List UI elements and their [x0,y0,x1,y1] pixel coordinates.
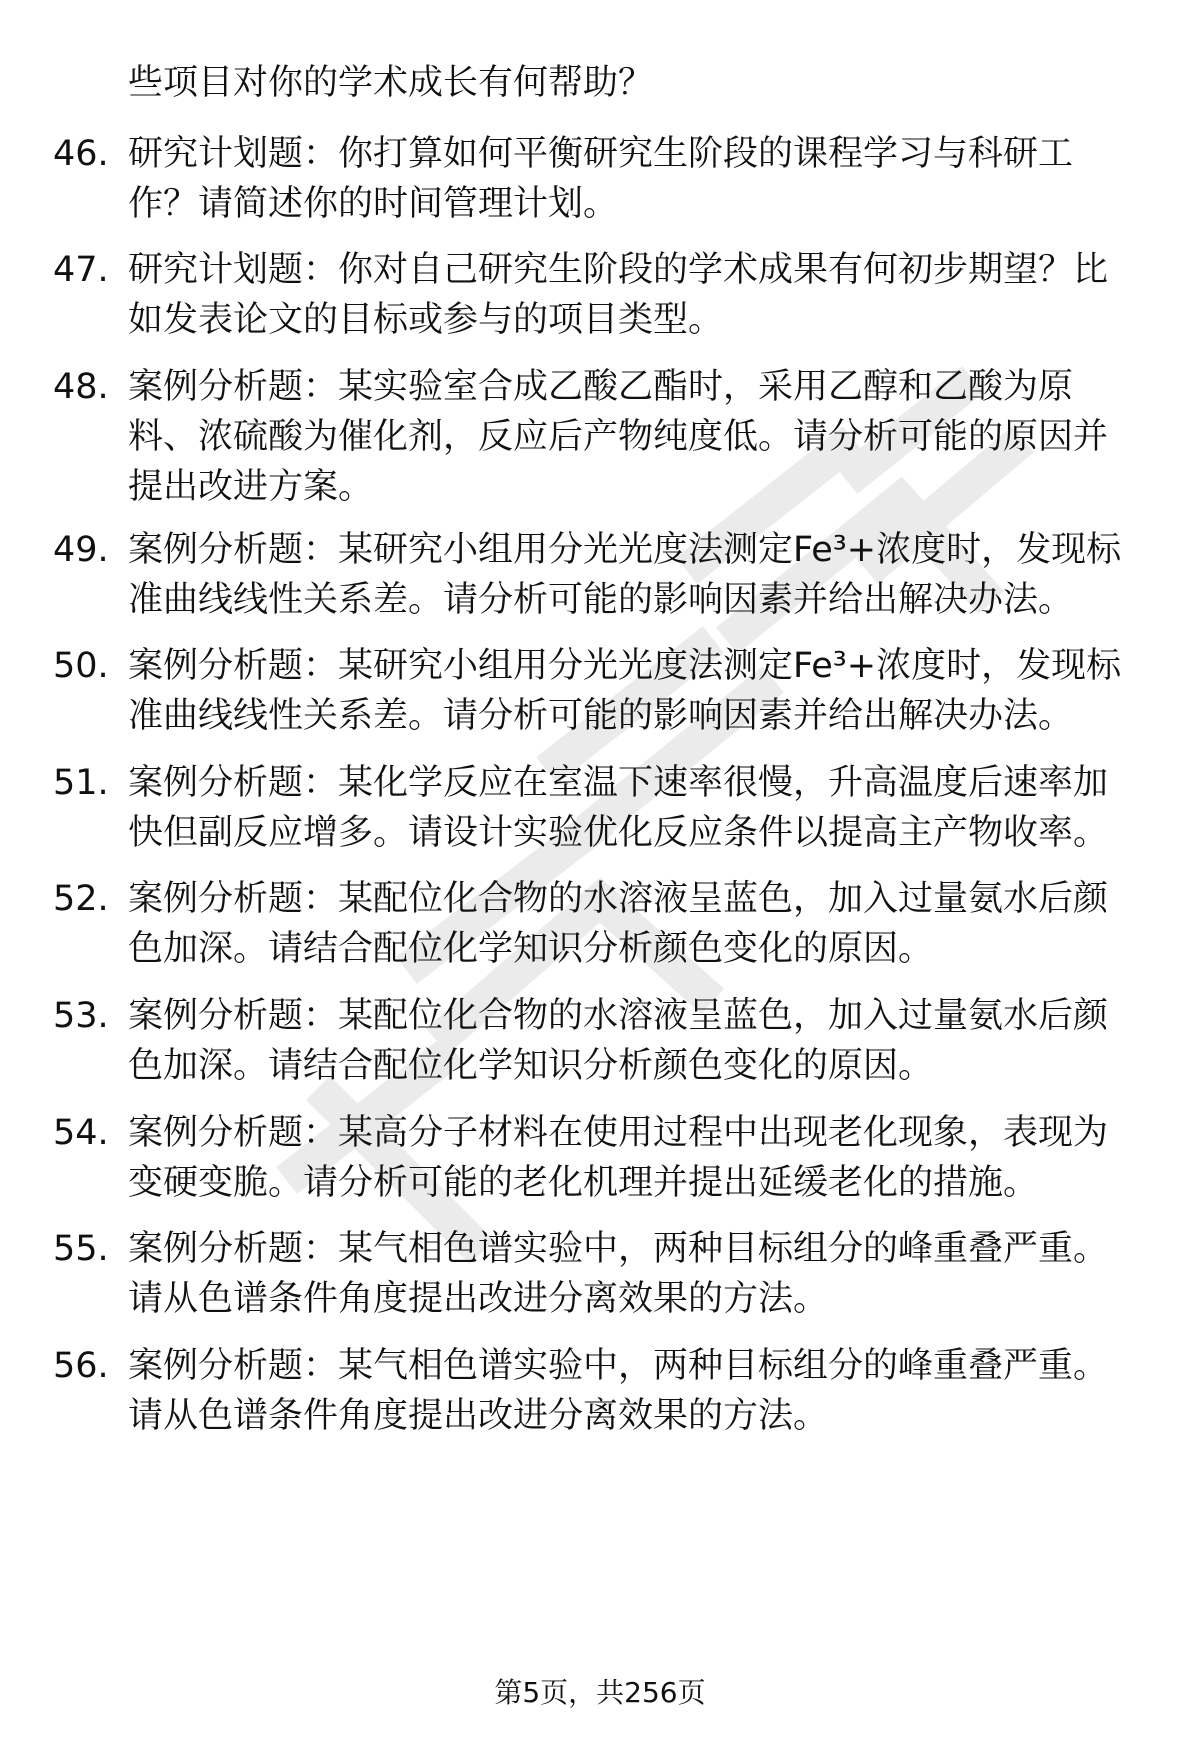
question-text: 案例分析题：某实验室合成乙酸乙酯时，采用乙醇和乙酸为原 料、浓硫酸为催化剂，反应后产物纯度低。请分析可能的原因并 提出改进方案。 [128,367,1109,507]
question-text: 案例分析题：某气相色谱实验中，两种目标组分的峰重叠严重。 请从色谱条件角度提出改进分离效果的方法。 [128,1229,1109,1319]
question-text: 案例分析题：某研究小组用分光光度法测定Fe³+浓度时，发现标 准曲线线性关系差。请分析可能的影响因素并给出解决办法。 [128,646,1122,736]
question-text: 案例分析题：某高分子材料在使用过程中出现老化现象，表现为 变硬变脆。请分析可能的老化机理并提出延缓老化的措施。 [128,1113,1109,1203]
question-text: 案例分析题：某配位化合物的水溶液呈蓝色，加入过量氨水后颜 色加深。请结合配位化学知识分析颜色变化的原因。 [128,996,1109,1086]
question-number: 48. [53,367,109,407]
question-text: 研究计划题：你打算如何平衡研究生阶段的课程学习与科研工 作？请简述你的时间管理计划。 [128,134,1074,224]
question-number: 54. [53,1113,109,1153]
question-number: 51. [53,763,109,803]
question-text: 案例分析题：某气相色谱实验中，两种目标组分的峰重叠严重。 请从色谱条件角度提出改进分离效果的方法。 [128,1346,1109,1436]
page-footer: 第5页，共256页 [494,1676,706,1709]
question-number: 46. [53,134,109,174]
question-number: 55. [53,1229,109,1269]
question-text: 案例分析题：某化学反应在室温下速率很慢，升高温度后速率加 快但副反应增多。请设计实验优化反应条件以提高主产物收率。 [128,763,1109,853]
question-text: 案例分析题：某研究小组用分光光度法测定Fe³+浓度时，发现标 准曲线线性关系差。请分析可能的影响因素并给出解决办法。 [128,530,1122,620]
question-text: 研究计划题：你对自己研究生阶段的学术成果有何初步期望？比 如发表论文的目标或参与的项目类型。 [128,250,1109,340]
question-text: 案例分析题：某配位化合物的水溶液呈蓝色，加入过量氨水后颜 色加深。请结合配位化学知识分析颜色变化的原因。 [128,879,1109,969]
question-number: 56. [53,1346,109,1386]
continuation-text: 些项目对你的学术成长有何帮助？ [128,63,654,103]
question-number: 50. [53,646,109,686]
question-number: 49. [53,530,109,570]
question-number: 53. [53,996,109,1036]
question-number: 47. [53,250,109,290]
question-number: 52. [53,879,109,919]
